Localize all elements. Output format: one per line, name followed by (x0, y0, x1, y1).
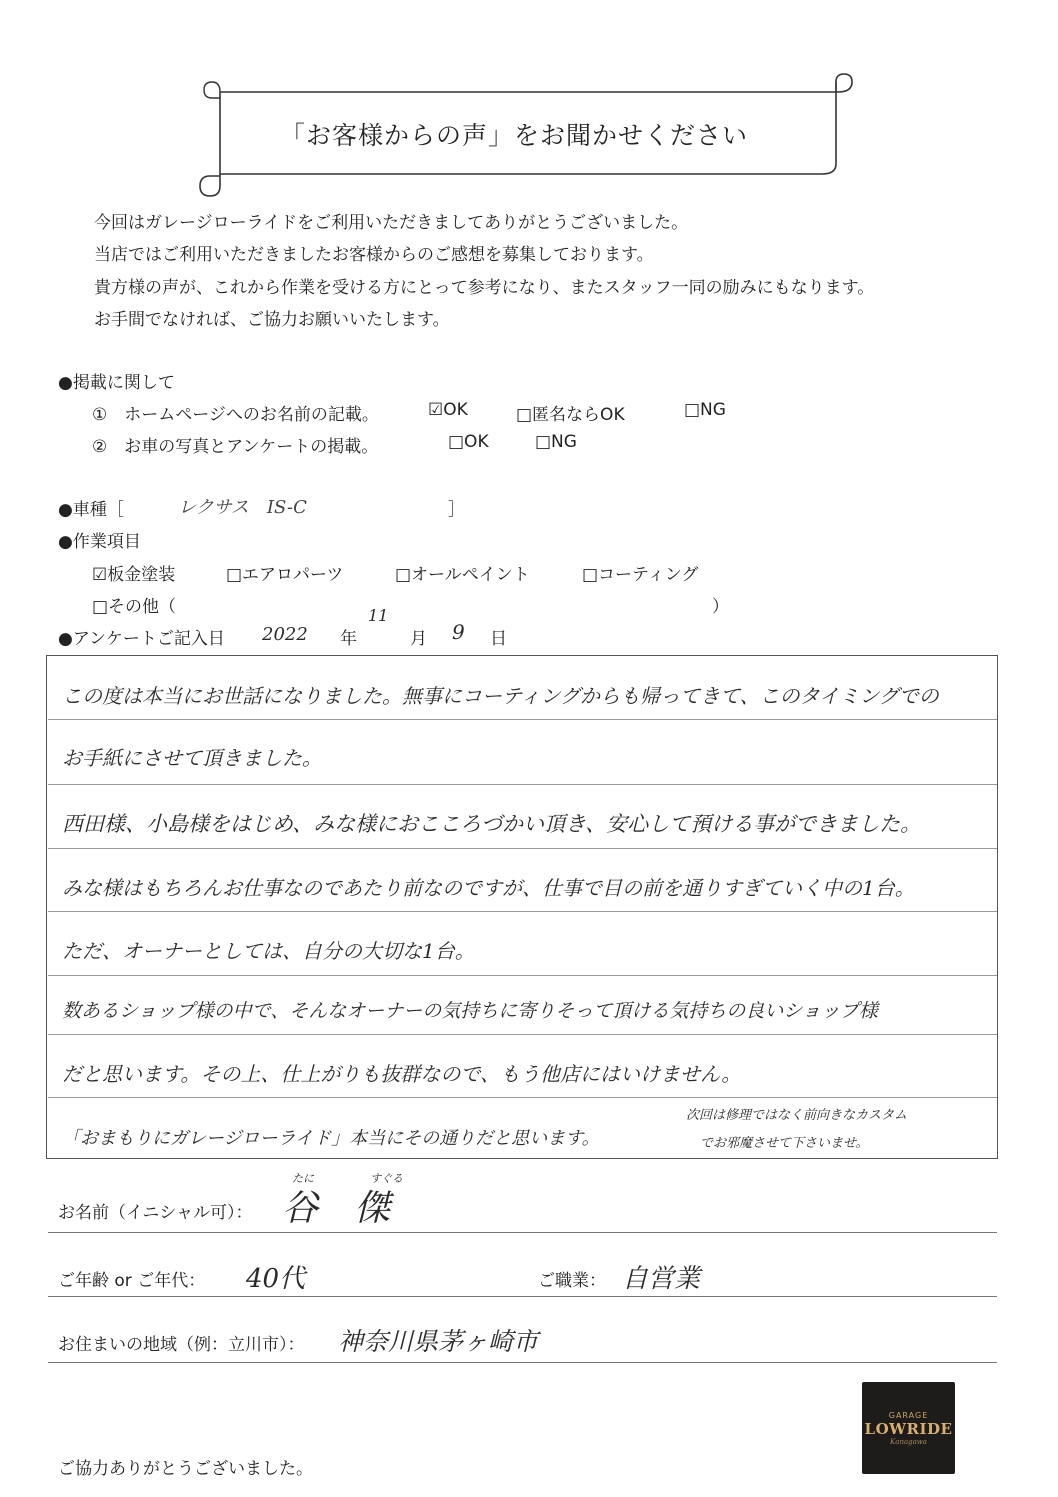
age-job-underline (48, 1296, 997, 1297)
intro-line: お手間でなければ、ご協力お願いいたします。 (94, 310, 450, 330)
garage-lowride-logo (862, 1382, 955, 1474)
area-underline (48, 1362, 997, 1363)
publication-q1-ng-checkbox[interactable]: □NG (684, 400, 726, 420)
area-label: お住まいの地域（例：立川市）： (58, 1335, 305, 1355)
work-item-other-close: ） (712, 597, 729, 617)
publication-q1-label: ① ホームページへのお名前の記載。 (92, 405, 379, 425)
date-year-value[interactable]: 2022 (262, 624, 308, 645)
comment-rule (48, 1097, 997, 1098)
intro-line: 今回はガレージローライドをご利用いただきましてありがとうございました。 (94, 213, 689, 233)
comment-rule (48, 719, 997, 720)
vehicle-label: ●車種［ (58, 500, 124, 520)
work-item-coating-checkbox[interactable]: □コーティング (582, 565, 699, 585)
name-ruby-2: すぐる (370, 1172, 403, 1185)
work-heading: ●作業項目 (58, 532, 141, 552)
publication-q2-label: ② お車の写真とアンケートの掲載。 (92, 437, 379, 457)
area-value[interactable]: 神奈川県茅ヶ崎市 (338, 1327, 539, 1356)
comment-extra-line: でお邪魔させて下さいませ。 (700, 1136, 869, 1151)
work-item-allpaint-checkbox[interactable]: □オールペイント (395, 565, 530, 585)
date-label: ●アンケートご記入日 (58, 629, 225, 649)
publication-q2-ng-checkbox[interactable]: □NG (535, 432, 577, 452)
job-value[interactable]: 自営業 (622, 1264, 701, 1294)
publication-q1-ok-checkbox[interactable]: ☑OK (428, 400, 468, 420)
page-title: 「お客様からの声」をお聞かせください (280, 121, 749, 150)
name-label: お名前（イニシャル可）： (58, 1203, 253, 1223)
comment-line: 西田様、小島様をはじめ、みな様におこころづかい頂き、安心して預ける事ができました。 (62, 812, 922, 836)
logo-line-2: LOWRIDE (864, 1419, 953, 1438)
comment-rule (48, 911, 997, 912)
date-month-value[interactable]: 11 (368, 606, 389, 625)
work-item-aero-checkbox[interactable]: □エアロパーツ (226, 565, 344, 585)
date-month-unit: 月 (410, 629, 427, 649)
comment-rule (48, 784, 997, 785)
comment-rule (48, 1034, 997, 1035)
date-day-unit: 日 (490, 629, 507, 649)
comment-rule (48, 848, 997, 849)
comment-line: みな様はもちろんお仕事なのであたり前なのですが、仕事で目の前を通りすぎていく中の1台。 (62, 876, 915, 900)
intro-line: 当店ではご利用いただきましたお客様からのご感想を募集しております。 (94, 245, 654, 265)
comment-line: 「おまもりにガレージローライド」本当にその通りだと思います。 (62, 1128, 600, 1149)
date-day-value[interactable]: 9 (452, 620, 465, 644)
vehicle-bracket-close: ］ (448, 500, 465, 520)
name-ruby-1: たに (292, 1172, 314, 1185)
vehicle-value[interactable]: レクサス IS-C (178, 497, 307, 518)
age-label: ご年齢 or ご年代： (58, 1271, 206, 1291)
work-item-bodywork-checkbox[interactable]: ☑板金塗装 (92, 565, 176, 585)
comment-extra-line: 次回は修理ではなく前向きなカスタム (686, 1108, 908, 1123)
comment-line: お手紙にさせて頂きました。 (62, 746, 322, 770)
footer-thanks: ご協力ありがとうございました。 (58, 1459, 313, 1479)
job-label: ご職業： (538, 1271, 606, 1291)
publication-heading: ●掲載に関して (58, 373, 175, 393)
comment-line: ただ、オーナーとしては、自分の大切な1台。 (62, 939, 475, 963)
work-item-other-checkbox[interactable]: □その他（ (92, 597, 177, 617)
age-value[interactable]: 40代 (246, 1264, 306, 1294)
publication-q1-anonymous-checkbox[interactable]: □匿名ならOK (516, 405, 625, 425)
name-value[interactable]: 谷 傑 (282, 1188, 391, 1229)
comment-line: 数あるショップ様の中で、そんなオーナーの気持ちに寄りそって頂ける気持ちの良いショップ様 (62, 1000, 878, 1022)
comment-line: この度は本当にお世話になりました。無事にコーティングからも帰ってきて、このタイミングでの (62, 684, 939, 708)
comment-line: だと思います。その上、仕上がりも抜群なので、もう他店にはいけません。 (62, 1062, 742, 1086)
publication-q2-ok-checkbox[interactable]: □OK (448, 432, 489, 452)
logo-line-3: Kanagawa (890, 1437, 927, 1446)
logo-line-1: GARAGE (888, 1410, 929, 1420)
intro-line: 貴方様の声が、これから作業を受ける方にとって参考になり、またスタッフ一同の励みにもなります。 (94, 278, 875, 298)
name-underline (48, 1232, 997, 1233)
date-year-unit: 年 (340, 629, 357, 649)
comment-rule (48, 975, 997, 976)
